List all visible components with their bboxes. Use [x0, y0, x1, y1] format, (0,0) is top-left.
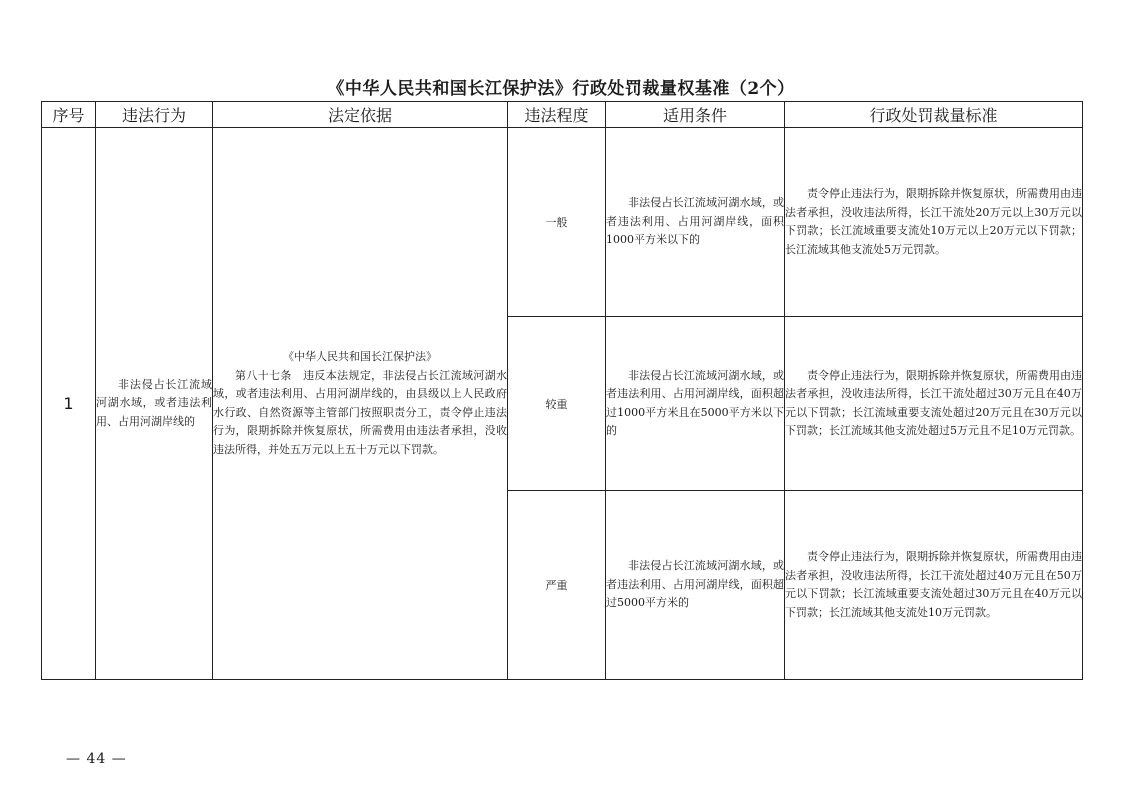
condition-severe-text: 非法侵占长江流域河湖水域，或者违法利用、占用河湖岸线，面积超过5000平方米的	[606, 559, 784, 610]
violation-act	[96, 128, 213, 680]
condition-general	[606, 128, 785, 317]
degree-serious: 较重	[508, 317, 606, 491]
header-degree: 违法程度	[508, 102, 606, 128]
standard-severe-text: 责令停止违法行为，限期拆除并恢复原状，所需费用由违法者承担，没收违法所得，长江干流处超过40万元且在50万元以下罚款；长江流域重要支流处超过30万元且在40万元以下罚款；长江流域其他支流处10万元罚款。	[785, 550, 1082, 619]
header-basis: 法定依据	[213, 102, 508, 128]
header-condition: 适用条件	[606, 102, 785, 128]
row-seq: 1	[42, 128, 96, 680]
document-title: 《中华人民共和国长江保护法》行政处罚裁量权基准（2个）	[327, 79, 795, 99]
standard-severe	[785, 491, 1083, 680]
condition-serious-text: 非法侵占长江流域河湖水域，或者违法利用、占用河湖岸线，面积超过1000平方米且在5000平方米以下的	[606, 368, 784, 437]
standard-general-text: 责令停止违法行为，限期拆除并恢复原状，所需费用由违法者承担，没收违法所得，长江干流处20万元以上30万元以下罚款；长江流域重要支流处10万元以上20万元以下罚款；长江流域其他支流处5万元罚款。	[785, 187, 1082, 256]
table-row	[42, 128, 1083, 317]
degree-general: 一般	[508, 128, 606, 317]
standard-serious	[785, 317, 1083, 491]
condition-serious	[606, 317, 785, 491]
discretion-table	[41, 101, 1083, 680]
header-act: 违法行为	[96, 102, 213, 128]
standard-general	[785, 128, 1083, 317]
table-header-row	[42, 102, 1083, 128]
degree-severe: 严重	[508, 491, 606, 680]
violation-act-text: 非法侵占长江流域河湖水域，或者违法利用、占用河湖岸线的	[96, 377, 212, 428]
condition-severe	[606, 491, 785, 680]
page-number: — 44 —	[66, 751, 127, 767]
standard-serious-text: 责令停止违法行为，限期拆除并恢复原状，所需费用由违法者承担，没收违法所得，长江干流处超过30万元且在40万元以下罚款；长江流域重要支流处超过20万元且在30万元以下罚款；长江流域其他支流处超过5万元且不足10万元罚款。	[785, 368, 1082, 437]
condition-general-text: 非法侵占长江流域河湖水域，或者违法利用、占用河湖岸线，面积1000平方米以下的	[606, 196, 784, 247]
header-seq: 序号	[42, 102, 96, 128]
legal-basis-text: 第八十七条 违反本法规定，非法侵占长江流域河湖水域，或者违法利用、占用河湖岸线的，由县级以上人民政府水行政、自然资源等主管部门按照职责分工，责令停止违法行为，限期拆除并恢复原状，所需费用由违法者承担，没收违法所得，并处五万元以上五十万元以下罚款。	[213, 368, 507, 456]
header-standard: 行政处罚裁量标准	[785, 102, 1083, 128]
legal-basis	[213, 128, 508, 680]
legal-basis-title: 《中华人民共和国长江保护法》	[283, 350, 437, 363]
